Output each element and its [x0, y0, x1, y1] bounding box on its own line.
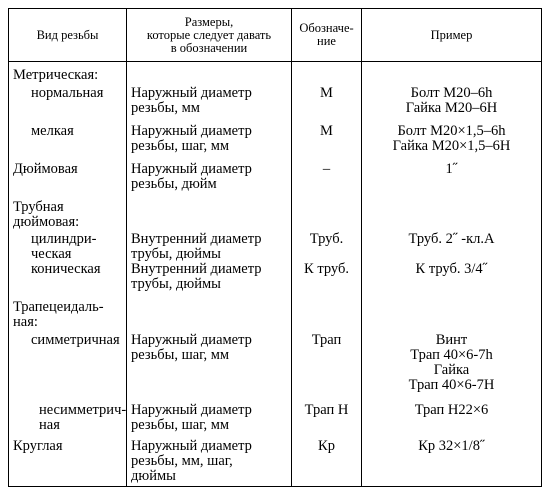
table-row: [9, 62, 542, 84]
header-example: Пример: [362, 9, 542, 62]
cell-sizes: Наружный диаметр резьбы, шаг, мм: [127, 330, 292, 400]
cell-example: Трап Н22×6: [362, 400, 542, 439]
cell-designation: Трап Н: [292, 400, 362, 439]
cell-type: нормальная: [9, 83, 127, 124]
cell-example: [362, 62, 542, 84]
cell-sizes: [127, 200, 292, 230]
cell-example: [362, 200, 542, 230]
table-row: [9, 200, 542, 230]
cell-sizes: [127, 62, 292, 84]
cell-type: Метрическая:: [9, 62, 127, 84]
cell-sizes: Наружный диаметр резьбы, шаг, мм: [127, 124, 292, 162]
cell-designation: М: [292, 124, 362, 162]
cell-type: коническая: [9, 262, 127, 300]
cell-designation: Кр: [292, 439, 362, 487]
table-row: [9, 330, 542, 400]
cell-sizes: Наружный диаметр резьбы, мм: [127, 83, 292, 124]
table-header-row: [9, 9, 542, 62]
cell-type: Трубная дюймовая:: [9, 200, 127, 230]
cell-sizes: [127, 300, 292, 330]
cell-type: Круглая: [9, 439, 127, 487]
cell-designation: [292, 62, 362, 84]
table-row: [9, 83, 542, 124]
cell-example: 1˝: [362, 162, 542, 200]
cell-sizes: Внутренний диаметр трубы, дюймы: [127, 230, 292, 262]
cell-sizes: Наружный диаметр резьбы, шаг, мм: [127, 400, 292, 439]
cell-type: цилиндри- ческая: [9, 230, 127, 262]
thread-designation-table: [8, 8, 542, 487]
header-thread-type: Вид резьбы: [9, 9, 127, 62]
cell-designation: Трап: [292, 330, 362, 400]
cell-sizes: Наружный диаметр резьбы, мм, шаг, дюймы: [127, 439, 292, 487]
header-sizes: Размеры, которые следует давать в обозначении: [127, 9, 292, 62]
table-row: [9, 439, 542, 487]
cell-sizes: Наружный диаметр резьбы, дюйм: [127, 162, 292, 200]
cell-designation: [292, 200, 362, 230]
cell-sizes: Внутренний диаметр трубы, дюймы: [127, 262, 292, 300]
cell-type: симметричная: [9, 330, 127, 400]
cell-designation: К труб.: [292, 262, 362, 300]
table-row: [9, 124, 542, 162]
cell-example: Кр 32×1/8˝: [362, 439, 542, 487]
cell-designation: М: [292, 83, 362, 124]
cell-designation: Труб.: [292, 230, 362, 262]
cell-type: Трапецеидаль- ная:: [9, 300, 127, 330]
cell-designation: –: [292, 162, 362, 200]
cell-example: Винт Трап 40×6-7h Гайка Трап 40×6-7H: [362, 330, 542, 400]
table-row: [9, 230, 542, 262]
cell-designation: [292, 300, 362, 330]
cell-example: Труб. 2˝ -кл.А: [362, 230, 542, 262]
cell-example: К труб. 3/4˝: [362, 262, 542, 300]
table-row: [9, 400, 542, 439]
cell-type: Дюймовая: [9, 162, 127, 200]
table-row: [9, 262, 542, 300]
cell-example: [362, 300, 542, 330]
cell-example: Болт М20–6h Гайка М20–6H: [362, 83, 542, 124]
cell-type: мелкая: [9, 124, 127, 162]
cell-example: Болт М20×1,5–6h Гайка М20×1,5–6H: [362, 124, 542, 162]
cell-type: несимметрич- ная: [9, 400, 127, 439]
header-designation: Обозначе- ние: [292, 9, 362, 62]
table-row: [9, 162, 542, 200]
table-row: [9, 300, 542, 330]
